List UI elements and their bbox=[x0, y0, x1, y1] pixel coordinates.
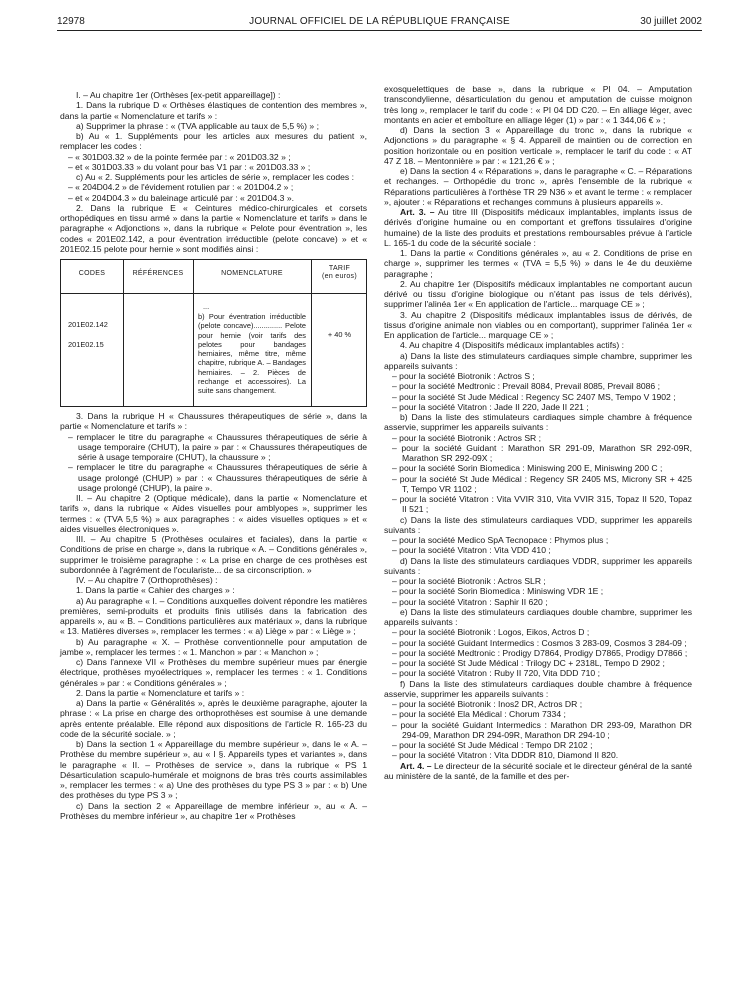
column-header-tarif: TARIF (en euros) bbox=[322, 265, 357, 280]
list-item: – pour la société Vitatron : Vita VDD 410 ; bbox=[392, 545, 551, 556]
paragraph: III. – Au chapitre 5 (Prothèses oculaires et faciales), dans la partie « Conditions de prise en charge », dans la rubrique « A. – Conditions générales », supprimer le troisième paragraphe : « La prise en charge de ces prothèses est subordonnée à l'agrément de l'ocularistе... de sa circonscription. » bbox=[60, 534, 367, 575]
list-item: – pour la société St Jude Médical : Regency SR 2405 MS, Microny SR + 425 T, Tempo VR 1102 ; bbox=[392, 473, 692, 494]
journal-title: JOURNAL OFFICIEL DE LA RÉPUBLIQUE FRANÇAISE bbox=[249, 16, 510, 27]
column-header-codes: CODES bbox=[78, 270, 106, 277]
article-text: Au titre III (Dispositifs médicaux implantables, implants issus de dérivés d'origine humaine ou en comportant et greffons tissulaires d'origine humaine) de la liste des produits et prestations remboursables prévue à l'article L. 165-1 du code de la sécurité sociale : bbox=[384, 207, 692, 248]
pricing-table bbox=[60, 259, 367, 407]
paragraph: 2. Dans la rubrique E « Ceintures médico-chirurgicales et corsets orthopédiques en tissu armé » dans la partie « Nomenclature et tarifs » dans le paragraphe « Adjonctions », dans la rubrique « Pelote pour éventration », les codes « 201E02.142, a pour éventration irréductible (pelote concave) » et « 201E02.15 pelote pour hernie » sont modifiés ainsi : bbox=[60, 202, 367, 254]
paragraph: e) Dans la liste des stimulateurs cardiaques double chambre, supprimer les appareils suivants : bbox=[384, 606, 692, 627]
list-item: – pour la société Medtronic : Prevail 8084, Prevail 8085, Prevail 8086 ; bbox=[392, 381, 660, 392]
article-4 bbox=[384, 761, 692, 782]
list-item: – pour la société Sorin Biomedica : Miniswing 200 E, Miniswing 200 C ; bbox=[392, 463, 663, 474]
list-item: – pour la société Sorin Biomedica : Miniswing VDR 1E ; bbox=[392, 586, 604, 597]
list-item: – et « 204D04.3 » du baleinage articulé par : « 201D04.3 ». bbox=[68, 192, 294, 203]
list-item: – pour la société Medico SpA Tecnopace : Phymos plus ; bbox=[392, 535, 609, 545]
paragraph: b) Au paragraphe « X. – Prothèse conventionnelle pour amputation de jambe », remplacer les termes : « 1. Manchon » par : « Manchon » ; bbox=[60, 636, 367, 657]
paragraph: 2. Au chapitre 1er (Dispositifs médicaux implantables ne comportant aucun dérivé ou tissu d'origine biologique ou n'étant pas issus de tels dérivés), supprimer l'alinéa 1er « En application de l'article... marquage CE » ; bbox=[384, 278, 692, 310]
list-item: – pour la société Biotronik : Logos, Eikos, Actros D ; bbox=[392, 627, 590, 638]
list-item: – et « 301D03.33 » du volant pour bas V1 par : « 201D03.33 » ; bbox=[68, 161, 311, 172]
paragraph: a) Supprimer la phrase : « (TVA applicable au taux de 5,5 %) » ; bbox=[76, 120, 319, 131]
list-item: – pour la société Biotronik : Inos2 DR, Actros DR ; bbox=[392, 699, 583, 709]
left-column bbox=[60, 90, 367, 821]
list-item: – pour la société Ela Médical : Chorum 7334 ; bbox=[392, 709, 566, 720]
article-label: Art. 4. – bbox=[400, 760, 432, 771]
paragraph: c) Dans la liste des stimulateurs cardiaques VDD, supprimer les appareils suivants : bbox=[384, 514, 692, 535]
paragraph: a) Dans la partie « Généralités », après le deuxième paragraphe, ajouter la phrase : « La prise en charge des orthoprothèses est soumise à une demande après entente préalable. Elle répond aux dispositions de l'article R. 165-23 du code de la sécurité sociale. » ; bbox=[60, 698, 367, 739]
paragraph: d) Dans la section 3 « Appareillage du tronc », dans la rubrique « Adjonctions » du paragraphe « § 4. Appareil de maintien ou de correction en position horizontale ou en position verticale », remplacer le tarif du code : « AT 47 Z 18. – Mentonnière » par : « 121,26 € » ; bbox=[384, 125, 692, 166]
table-cell-tarif: + 40 % bbox=[327, 330, 352, 339]
list-item: – pour la société Vitatron : Ruby II 720, Vita DDD 710 ; bbox=[392, 668, 600, 679]
list-item: – pour la société St Jude Médical : Tempo DR 2102 ; bbox=[392, 740, 593, 750]
paragraph: b) Dans la section 1 « Appareillage du membre supérieur », dans le « A. – Prothèse du membre supérieur », au « I §. Appareils types et variantes », dans le paragraphe « II. – Prothèses de service », dans la rubrique « PS 1 Désarticulation scapulo-humérale et moignons de bras très courts assimilables », remplacer les termes : « a) Une des prothèses du type PS 3 » par : « b) Une des prothèses du type PS 3 » ; bbox=[60, 739, 367, 801]
list-item: – pour la société Biotronik : Actros SR ; bbox=[392, 432, 542, 443]
paragraph: IV. – Au chapitre 7 (Orthoprothèses) : bbox=[76, 575, 218, 585]
list-item: – remplacer le titre du paragraphe « Chaussures thérapeutiques de série à usage temporaire (CHUT), la paire » par : « Chaussures thérapeutiques de série à usage temporaire (CHUT), la chaussure » ; bbox=[68, 431, 367, 462]
paragraph: 3. Dans la rubrique H « Chaussures thérapeutiques de série », dans la partie « Nomenclature et tarifs » : bbox=[60, 411, 367, 432]
paragraph: b) Au « 1. Suppléments pour les articles aux mesures du patient », remplacer les codes : bbox=[60, 131, 367, 152]
paragraph: 1. Dans la partie « Cahier des charges » : bbox=[76, 585, 235, 596]
table-cell-nomenclature: b) Pour éventration irréductible (pelote concave).............. Pelote pour hernie (voir tarifs des pelotes pour bandages herniaires, même titre, même chapitre, rubrique A. – Bandages herniaires. – 2. Pièces de rechange et accessoires). La suite sans changement. bbox=[198, 312, 306, 396]
paragraph: c) Dans l'annexe VII « Prothèses du membre supérieur mues par énergie électrique, prothèses myoélectriques », remplacer les termes : « 1. Conditions générales » par : « Conditions générales » ; bbox=[60, 657, 367, 688]
list-item: – remplacer le titre du paragraphe « Chaussures thérapeutiques de série à usage prolongé (CHUP) » par : « Chaussures thérapeutiques de série à usage prolongé (CHUP), la paire ». bbox=[68, 462, 367, 493]
column-header-nomenclature: NOMENCLATURE bbox=[221, 270, 283, 277]
column-header-references: RÉFÉRENCES bbox=[132, 270, 184, 277]
list-item: – pour la société St Jude Médical : Regency SC 2407 MS, Tempo V 1902 ; bbox=[392, 391, 676, 402]
right-column bbox=[384, 84, 692, 781]
publication-date: 30 juillet 2002 bbox=[640, 16, 702, 27]
article-3 bbox=[384, 207, 692, 248]
list-item: – pour la société Biotronik : Actros S ; bbox=[392, 371, 535, 381]
paragraph: 2. Dans la partie « Nomenclature et tarifs » : bbox=[76, 687, 245, 698]
list-item: – pour la société Vitatron : Jade II 220, Jade II 221 ; bbox=[392, 401, 589, 412]
list-item: – pour la société St Jude Médical : Trilogy DC + 2318L, Tempo D 2902 ; bbox=[392, 658, 665, 668]
article-label: Art. 3. – bbox=[400, 207, 435, 217]
list-item: – pour la société Medtronic : Prodigy D7864, Prodigy D7865, Prodigy D7866 ; bbox=[392, 647, 688, 658]
list-item: – « 301D03.32 » de la pointe fermée par : « 201D03.32 » ; bbox=[68, 151, 291, 162]
paragraph: exosquelettiques de base », dans la rubrique « PI 04. – Amputation transcondylienne, désarticulation du genou et amputation de cuisse moignon très long », remplacer le tarif du code : « PI 04 DD C20. – En alliage léger, avec montants en acier et emboîture en alliage léger (1) » par : « 1 344,06 € » ; bbox=[384, 84, 692, 125]
list-item: – pour la société Biotronik : Actros SLR ; bbox=[392, 576, 546, 586]
paragraph: I. – Au chapitre 1er (Orthèses [ex-petit appareillage]) : bbox=[76, 90, 281, 100]
list-item: – pour la société Guidant Intermedics : Marathon DR 293-09, Marathon DR 294-09, Marathon DR 294-09R, Marathon DR 294-10 ; bbox=[392, 719, 692, 740]
paragraph: 1. Dans la rubrique D « Orthèses élastiques de contention des membres », dans la partie « Nomenclature et tarifs » : bbox=[60, 100, 367, 121]
page-number: 12978 bbox=[57, 16, 85, 27]
list-item: – pour la société Vitatron : Vita VVIR 310, Vita VVIR 315, Topaz II 520, Topaz II 521 ; bbox=[392, 494, 692, 515]
article-text: Le directeur de la sécurité sociale et le directeur général de la santé au ministère de la santé, de la famille et des per- bbox=[384, 760, 692, 781]
paragraph: 4. Au chapitre 4 (Dispositifs médicaux implantables actifs) : bbox=[400, 340, 625, 351]
paragraph: b) Dans la liste des stimulateurs cardiaques simple chambre à fréquence asservie, supprimer les appareils suivants : bbox=[384, 412, 692, 433]
table-cell-code: 201E02.15 bbox=[68, 340, 104, 349]
paragraph: e) Dans la section 4 « Réparations », dans le paragraphe « C. – Réparations et rechanges. – Orthopédie du tronc », après l'ensemble de la rubrique « Réparations particulières à l'orthèse TR 29 N36 » et avant le terme : « remplacer », ajouter : « Réparations et rechanges communs à plusieurs appareils ». bbox=[384, 166, 692, 207]
paragraph: a) Dans la liste des stimulateurs cardiaques simple chambre, supprimer les appareils suivants : bbox=[384, 350, 692, 371]
paragraph: 3. Au chapitre 2 (Dispositifs médicaux implantables issus de dérivés, de tissus d'origine animale non viables ou en comportant), supprimer l'alinéa 1er « En application de l'article... marquage CE » ; bbox=[384, 309, 692, 340]
list-item: – pour la société Vitatron : Vita DDDR 810, Diamond II 820. bbox=[392, 750, 619, 761]
list-item: – « 204D04.2 » de l'évidement rotulien par : « 201D04.2 » ; bbox=[68, 182, 294, 193]
list-item: – pour la société Guidant Intermedics : Cosmos 3 283-09, Cosmos 3 284-09 ; bbox=[392, 637, 687, 648]
paragraph: d) Dans la liste des stimulateurs cardiaques VDDR, supprimer les appareils suivants : bbox=[384, 555, 692, 576]
paragraph: f) Dans la liste des stimulateurs cardiaques double chambre à fréquence asservie, supprimer les appareils suivants : bbox=[384, 678, 692, 699]
list-item: – pour la société Guidant : Marathon SR 291-09, Marathon SR 292-09R, Marathon SR 292-09X ; bbox=[392, 442, 692, 463]
page-header bbox=[57, 14, 702, 31]
table-cell-ellipsis: ... bbox=[203, 302, 210, 311]
list-item: – pour la société Vitatron : Saphir II 620 ; bbox=[392, 596, 548, 607]
paragraph: c) Dans la section 2 « Appareillage de membre inférieur », au « A. – Prothèses du membre inférieur », au chapitre 1er « Prothèses bbox=[60, 800, 367, 821]
paragraph: a) Au paragraphe « I. – Conditions auxquelles doivent répondre les matières premières, semi-produits et produits finis utilisés dans la fabrication des appareils », au « B. – Conditions particulières aux matériaux », dans la rubrique « 13. Matières diverses », remplacer les termes : « a) Liège » par : « Liège » ; bbox=[60, 595, 367, 637]
paragraph: c) Au « 2. Suppléments pour les articles de série », remplacer les codes : bbox=[76, 172, 354, 182]
paragraph: II. – Au chapitre 2 (Optique médicale), dans la partie « Nomenclature et tarifs », dans la rubrique « Aides visuelles pour amblyopes », supprimer les termes : « (TVA 5,5 %) » aux paragraphes : « aides visuelles optiques » et « aides visuelles électroniques ». bbox=[60, 493, 367, 534]
table-cell-code: 201E02.142 bbox=[68, 320, 108, 329]
paragraph: 1. Dans la partie « Conditions générales », au « 2. Conditions de prise en charge », supprimer les termes « (TVA = 5,5 %) » dans le 4e du deuxième paragraphe ; bbox=[384, 248, 692, 279]
